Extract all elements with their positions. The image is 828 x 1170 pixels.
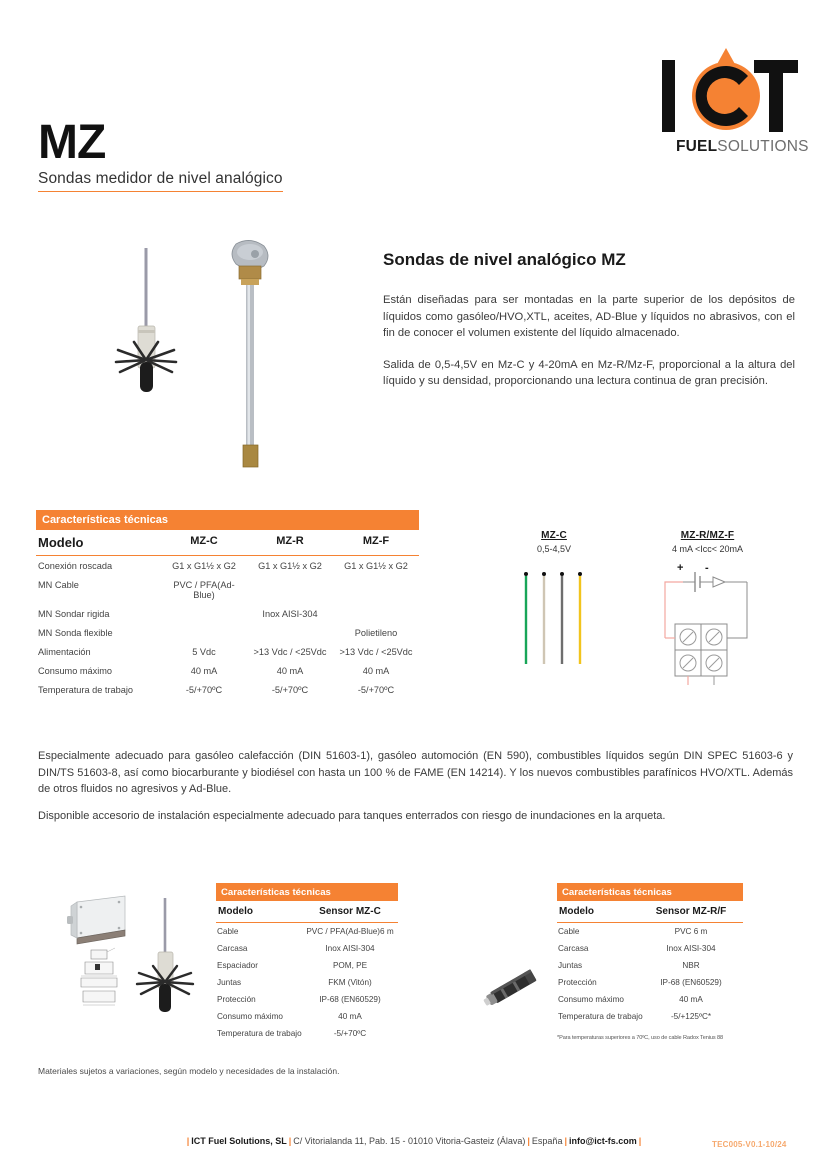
row-label: MN Cable (38, 579, 79, 590)
row-value: -5/+70ºC (271, 684, 309, 695)
ict-logo-icon (648, 46, 808, 142)
wiring-diagram-mzrf (645, 530, 770, 690)
mzc-wires-icon (508, 566, 600, 676)
logo-tagline-solutions: SOLUTIONS (717, 138, 809, 155)
row-label: Alimentación (38, 646, 91, 657)
row-value: -5/+70ºC (357, 684, 395, 695)
table-row (557, 1008, 743, 1025)
main-table-col-3: MZ-F (362, 535, 390, 547)
row-value: G1 x G1½ x G2 (172, 560, 236, 571)
table-row (557, 940, 743, 957)
footer-country: España (531, 1136, 563, 1146)
row-value: 40 mA (679, 995, 703, 1004)
wiring-diagram-mzc (508, 530, 600, 681)
row-value: PVC 6 m (674, 927, 708, 936)
paragraph-accessory: Disponible accesorio de instalación especialmente adecuado para tanques enterrados con riesgo de inundaciones en la arqueta. (38, 810, 666, 822)
mzrf-circuit-icon (645, 560, 770, 685)
row-value: FKM (Vitón) (328, 978, 372, 987)
main-table-col-1: MZ-C (190, 535, 218, 547)
row-value: -5/+70ºC (333, 1029, 367, 1038)
accessories-illustration-icon (55, 890, 215, 1030)
row-label: Cable (217, 927, 239, 936)
row-value: G1 x G1½ x G2 (344, 560, 408, 571)
diagram-mzrf-title: MZ-R/MZ-F (680, 530, 735, 541)
table-row (557, 923, 743, 940)
row-value (333, 604, 419, 623)
row-value: Inox AISI-304 (666, 944, 716, 953)
row-label: Protección (217, 995, 256, 1004)
row-value (247, 575, 333, 604)
table-row (216, 940, 398, 957)
footer-company: ICT Fuel Solutions, SL (191, 1136, 287, 1146)
logo-tagline (676, 138, 808, 156)
diagram-mzc-title: MZ-C (541, 530, 567, 541)
table-row (36, 623, 419, 642)
table-row (216, 1025, 398, 1042)
sensor-mzrf-col-0: Modelo (559, 906, 594, 917)
sensor-mzc-column-headers (216, 901, 398, 923)
footer-divider-5: | (638, 1136, 642, 1146)
table-row (216, 1008, 398, 1025)
table-row (216, 923, 398, 940)
sensor-mzrf-footnote: *Para temperaturas superiores a 70ºC, uso de cable Radox Tenius 88 (557, 1035, 724, 1041)
footer-divider-4: | (564, 1136, 567, 1146)
page-footer (0, 1136, 828, 1146)
row-label: Consumo máximo (217, 1012, 283, 1021)
table-row (36, 604, 419, 623)
row-label: Consumo máximo (558, 995, 624, 1004)
footer-divider-3: | (527, 1136, 530, 1146)
footer-divider-1: | (186, 1136, 190, 1146)
table-row (557, 991, 743, 1008)
hero-heading: Sondas de nivel analógico MZ (383, 250, 626, 269)
sensor-mzc-col-0: Modelo (218, 906, 253, 917)
row-label: Consumo máximo (38, 665, 113, 676)
row-label: Temperatura de trabajo (558, 1012, 643, 1021)
hero-text-block (383, 250, 795, 405)
diagram-minus-label: - (705, 562, 709, 574)
row-value: IP-68 (EN60529) (660, 978, 722, 987)
row-value: -5/+70ºC (185, 684, 223, 695)
hero-paragraph-2: Salida de 0,5-4,5V en Mz-C y 4-20mA en Mz-R/Mz-F, proporcional a la altura del líquido y su densidad, proporcionando una lectura continua de gran precisión. (383, 358, 795, 387)
row-value: Inox AISI-304 (262, 608, 318, 619)
main-table-column-headers (36, 530, 419, 556)
row-value: >13 Vdc / <25Vdc (339, 646, 413, 657)
diagram-plus-label: + (677, 562, 684, 574)
sensor-mzc-table-header: Características técnicas (216, 883, 398, 901)
row-label: Espaciador (217, 961, 258, 970)
row-value: G1 x G1½ x G2 (258, 560, 322, 571)
sensor-mzc-table-body (216, 923, 398, 1042)
row-value: Inox AISI-304 (325, 944, 375, 953)
product-photo-probes (100, 230, 300, 480)
main-table-header: Características técnicas (36, 510, 419, 530)
row-value: 40 mA (276, 665, 304, 676)
sensor-mzc-col-1: Sensor MZ-C (319, 906, 381, 917)
row-label: MN Sonda flexible (38, 627, 113, 638)
sensor-mzrf-table-body (557, 923, 743, 1025)
document-code: TEC005-V0.1-10/24 (712, 1140, 787, 1149)
row-value: NBR (682, 961, 700, 970)
row-value: 40 mA (338, 1012, 362, 1021)
row-label: Juntas (217, 978, 242, 987)
main-table-body (36, 556, 419, 699)
row-label: Conexión roscada (38, 560, 113, 571)
row-value: >13 Vdc / <25Vdc (253, 646, 327, 657)
diagram-mzc-subtitle: 0,5-4,5V (536, 544, 572, 554)
row-value: Polietileno (354, 627, 398, 638)
main-table-col-2: MZ-R (276, 535, 304, 547)
main-table-col-0: Modelo (38, 535, 84, 550)
row-label: Carcasa (558, 944, 589, 953)
main-spec-table (36, 510, 419, 699)
table-row (36, 556, 419, 575)
product-photo-sensor-rf (470, 955, 560, 1015)
table-row (36, 680, 419, 699)
table-row (36, 642, 419, 661)
table-row (216, 974, 398, 991)
row-value (247, 623, 333, 642)
sensor-mzrf-col-1: Sensor MZ-R/F (655, 906, 727, 917)
sensor-mzrf-table (557, 883, 743, 1041)
probe-illustration-icon (100, 230, 300, 480)
diagram-mzrf-subtitle: 4 mA <Icc< 20mA (671, 544, 744, 554)
table-row (36, 575, 419, 604)
row-value: POM, PE (332, 961, 368, 970)
footer-address: C/ Vitorialanda 11, Pab. 15 - 01010 Vitoria-Gasteiz (Álava) (293, 1136, 526, 1146)
row-value: PVC / PFA(Ad-Blue)6 m (306, 927, 394, 936)
row-value: 40 mA (362, 665, 390, 676)
row-label: Temperatura de trabajo (217, 1029, 302, 1038)
row-label: Protección (558, 978, 597, 987)
table-row (557, 957, 743, 974)
row-value (161, 623, 247, 642)
sensor-mzc-table (216, 883, 398, 1042)
product-photo-accessories (55, 890, 215, 1030)
sensor-mzrf-column-headers (557, 901, 743, 923)
hero-paragraph-1: Están diseñadas para ser montadas en la parte superior de los depósitos de líquidos como gasóleo/HVO,XTL, aceites, AD-Blue y líquidos no abrasivos, con el fin de conocer el volumen existente del líquido almacenado. (383, 294, 795, 339)
row-label: Juntas (558, 961, 583, 970)
paragraph-fuels: Especialmente adecuado para gasóleo calefacción (DIN 51603-1), gasóleo automoción (EN 590), combustibles líquidos según DIN SPEC 51603-6 y DIN/TS 51603-8, así como biocarburante y biodiésel con hasta un 100 % de FAME (EN 14214). Y los nuevos combustibles parafínicos HVO/XTL. Además de otros fluidos no agresivos y Ad-Blue. (38, 750, 793, 795)
table-row (36, 661, 419, 680)
row-value (333, 575, 419, 604)
table-row (216, 957, 398, 974)
table-row (216, 991, 398, 1008)
row-label: MN Sondar rigida (38, 608, 110, 619)
row-label: Temperatura de trabajo (38, 684, 133, 695)
logo-tagline-fuel: FUEL (676, 138, 718, 155)
row-value: PVC / PFA(Ad-Blue) (173, 579, 235, 600)
row-value: 5 Vdc (192, 646, 216, 657)
row-value: -5/+125ºC* (670, 1012, 712, 1021)
table-row (557, 974, 743, 991)
sensor-mzrf-table-header: Características técnicas (557, 883, 743, 901)
row-label: Carcasa (217, 944, 248, 953)
page-title: MZ (38, 116, 106, 169)
sensor-rf-illustration-icon (470, 955, 560, 1015)
company-logo (648, 46, 808, 168)
page-subtitle: Sondas medidor de nivel analógico (38, 166, 283, 192)
row-value: IP-68 (EN60529) (319, 995, 381, 1004)
row-value: 40 mA (190, 665, 218, 676)
materials-note: Materiales sujetos a variaciones, según modelo y necesidades de la instalación. (38, 1066, 340, 1076)
row-label: Cable (558, 927, 580, 936)
page-title-block (38, 116, 283, 192)
logo-mark (648, 46, 808, 142)
footer-email[interactable]: info@ict-fs.com (568, 1136, 637, 1146)
footer-divider-2: | (288, 1136, 292, 1146)
row-value (161, 604, 247, 623)
